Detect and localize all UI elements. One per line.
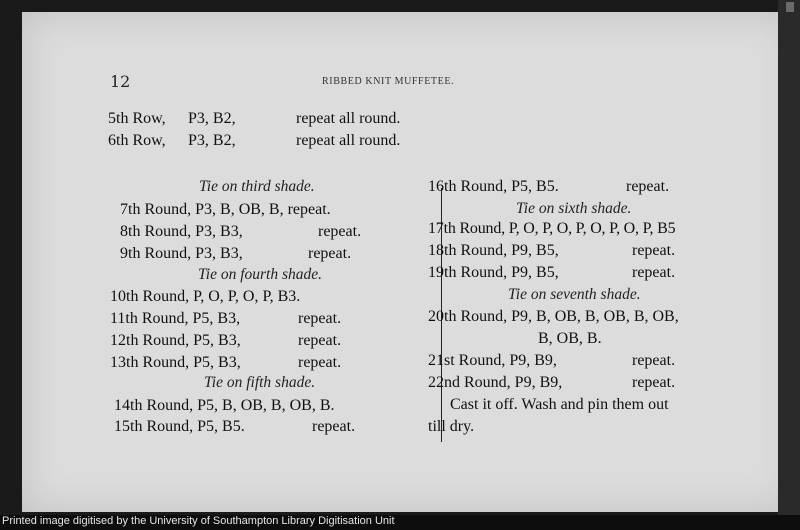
round-13-text: 13th Round, P5, B3,	[110, 354, 241, 371]
round-16-text: 16th Round, P5, B5.	[428, 178, 559, 195]
round-16-repeat: repeat.	[626, 178, 670, 195]
round-18-repeat: repeat.	[632, 242, 676, 259]
round-22-repeat: repeat.	[632, 374, 676, 391]
shade-fifth-heading: Tie on fifth shade.	[204, 374, 316, 391]
round-13-repeat: repeat.	[298, 354, 342, 371]
round-19-repeat: repeat.	[632, 264, 676, 281]
scan-marker	[786, 2, 794, 12]
round-10: 10th Round, P, O, P, O, P, B3.	[110, 288, 301, 305]
book-page	[22, 12, 794, 512]
running-head: RIBBED KNIT MUFFETEE.	[322, 76, 455, 87]
round-20-continued: B, OB, B.	[538, 330, 602, 347]
round-9-text: 9th Round, P3, B3,	[120, 245, 243, 262]
row-5-label: 5th Row,	[108, 110, 166, 127]
page-number: 12	[110, 72, 131, 91]
row-5-stitches: P3, B2,	[188, 110, 236, 127]
round-14: 14th Round, P5, B, OB, B, OB, B.	[114, 397, 335, 414]
shade-third-heading: Tie on third shade.	[199, 178, 315, 195]
shade-sixth-heading: Tie on sixth shade.	[516, 200, 632, 217]
round-9-repeat: repeat.	[308, 245, 352, 262]
shade-seventh-heading: Tie on seventh shade.	[508, 286, 641, 303]
round-22-text: 22nd Round, P9, B9,	[428, 374, 563, 391]
round-8-text: 8th Round, P3, B3,	[120, 223, 243, 240]
round-15-repeat: repeat.	[312, 418, 356, 435]
round-7: 7th Round, P3, B, OB, B, repeat.	[120, 201, 331, 218]
round-19-text: 19th Round, P9, B5,	[428, 264, 559, 281]
round-15-text: 15th Round, P5, B5.	[114, 418, 245, 435]
cast-off-instruction: Cast it off. Wash and pin them out	[450, 396, 669, 413]
round-21-text: 21st Round, P9, B9,	[428, 352, 557, 369]
row-5-note: repeat all round.	[296, 110, 401, 127]
row-6-label: 6th Row,	[108, 132, 166, 149]
round-12-text: 12th Round, P5, B3,	[110, 332, 241, 349]
digitisation-footer	[0, 515, 800, 530]
round-21-repeat: repeat.	[632, 352, 676, 369]
round-17: 17th Round, P, O, P, O, P, O, P, O, P, B5	[428, 220, 676, 237]
round-11-text: 11th Round, P5, B3,	[110, 310, 241, 327]
row-6-note: repeat all round.	[296, 132, 401, 149]
footer-credit: Printed image digitised by the University of Southampton Library Digitisation Unit	[2, 515, 395, 527]
cast-off-instruction-end: till dry.	[428, 418, 475, 435]
round-18-text: 18th Round, P9, B5,	[428, 242, 559, 259]
round-8-repeat: repeat.	[318, 223, 362, 240]
row-6-stitches: P3, B2,	[188, 132, 236, 149]
round-12-repeat: repeat.	[298, 332, 342, 349]
shade-fourth-heading: Tie on fourth shade.	[198, 266, 323, 283]
round-11-repeat: repeat.	[298, 310, 342, 327]
round-20: 20th Round, P9, B, OB, B, OB, B, OB,	[428, 308, 679, 325]
scanner-edge	[778, 0, 800, 515]
